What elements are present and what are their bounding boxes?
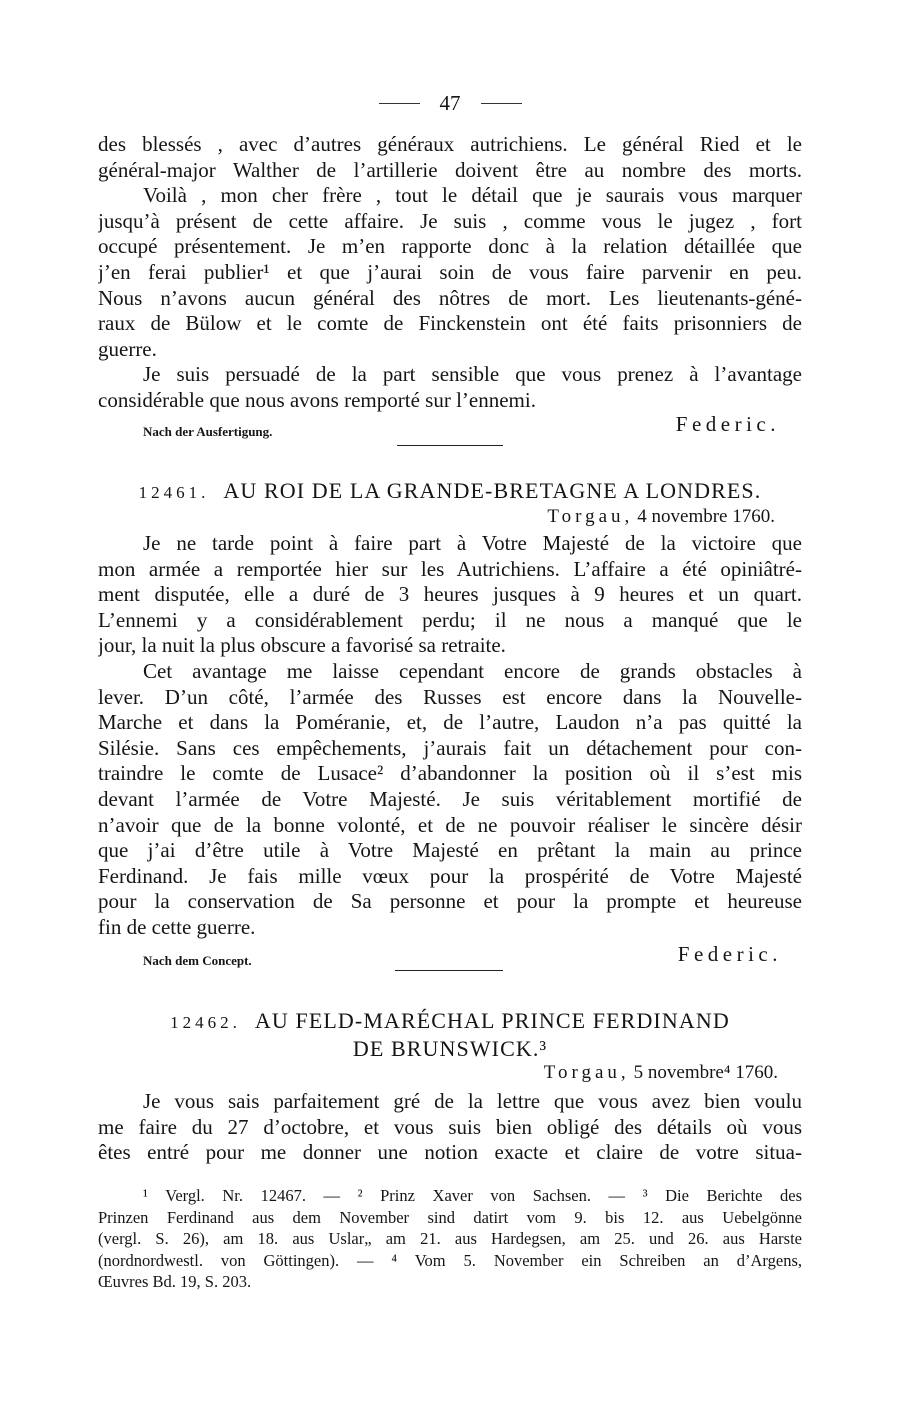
- text-line: occupé présentement. Je m’en rapporte donc à la relation détaillée que: [98, 234, 802, 259]
- text-line: traindre le comte de Lusace² d’abandonner la position où il s’est mis: [98, 761, 802, 786]
- footnote-line: Prinzen Ferdinand aus dem November sind datirt vom 9. bis 12. aus Uebelgönne: [98, 1207, 802, 1227]
- text-line: fin de cette guerre.: [98, 914, 256, 939]
- separator-rule: [397, 445, 503, 446]
- paragraph: [98, 183, 802, 362]
- text-line: des blessés , avec d’autres généraux autrichiens. Le général Ried et le: [98, 132, 802, 156]
- text-line: Je suis persuadé de la part sensible que vous prenez à l’avantage: [143, 362, 802, 387]
- paragraph: [98, 132, 802, 183]
- text-line: Cet avantage me laisse cependant encore de grands obstacles à: [143, 658, 802, 683]
- page-number: 47: [439, 91, 461, 115]
- dateline-place: Torgau,: [547, 506, 634, 527]
- letter-heading: [0, 1008, 900, 1061]
- letter-title-continued: DE BRUNSWICK.³: [352, 1035, 548, 1061]
- footnote-line: ¹ Vergl. Nr. 12467. — ² Prinz Xaver von Sachsen. — ³ Die Berichte des: [143, 1186, 802, 1205]
- text-line: L’ennemi y a considérablement perdu; il ne nous a manqué que le: [98, 607, 802, 632]
- text-line: devant l’armée de Votre Majesté. Je suis véritablement mortifié de: [98, 786, 802, 811]
- letter-body: [98, 1089, 802, 1166]
- letter-title: AU ROI DE LA GRANDE-BRETAGNE A LONDRES.: [223, 478, 762, 503]
- source-note: Nach dem Concept.: [143, 953, 252, 968]
- text-line: pour la conservation de Sa personne et pour la prompte et heureuse: [98, 889, 802, 914]
- text-line: j’en ferai publier¹ et que j’aurai soin de vous faire parvenir en peu.: [98, 259, 802, 284]
- text-line: Nous n’avons aucun général des nôtres de mort. Les lieutenants-géné-: [98, 285, 802, 310]
- separator-rule: [395, 970, 503, 971]
- text-line: Voilà , mon cher frère , tout le détail que je saurais vous marquer: [143, 183, 802, 208]
- text-line: Je vous sais parfaitement gré de la lettre que vous avez bien voulu: [143, 1089, 802, 1113]
- page-number-dash-left: [379, 103, 420, 104]
- text-line: raux de Bülow et le comte de Finckenstein ont été faits prisonniers de: [98, 311, 802, 336]
- footnote-line: Œuvres Bd. 19, S. 203.: [98, 1272, 252, 1291]
- text-line: Silésie. Sans ces empêchements, j’aurais fait un détachement pour con-: [98, 735, 802, 760]
- text-line: Je ne tarde point à faire part à Votre Majesté de la victoire que: [143, 531, 802, 555]
- letter-heading-line: [0, 1008, 900, 1036]
- text-line: n’avoir que de la bonne volonté, et de ne pouvoir réaliser le sincère désir: [98, 812, 802, 837]
- signature: Federic.: [677, 942, 782, 966]
- letter-body: [98, 531, 802, 941]
- letter-heading-line: [0, 478, 900, 506]
- page-header: [0, 90, 900, 116]
- text-line: mon armée a remportée hier sur les Autrichiens. L’affaire a été opiniâtré-: [98, 556, 802, 581]
- dateline-date: 5 novembre⁴ 1760.: [633, 1062, 778, 1083]
- text-line: que j’ai d’être utile à Votre Majesté en prêtant la main au prince: [98, 838, 802, 863]
- text-line: guerre.: [98, 336, 157, 361]
- footnote-line: (nordnordwestl. von Göttingen). — ⁴ Vom 5. November ein Schreiben an d’Argens,: [98, 1250, 802, 1270]
- dateline-date: 4 novembre 1760.: [637, 506, 775, 527]
- dateline: [544, 1060, 778, 1086]
- text-line: êtes entré pour me donner une notion exacte et claire de votre situa-: [98, 1140, 802, 1165]
- text-line: Ferdinand. Je fais mille vœux pour la prospérité de Votre Majesté: [98, 863, 802, 888]
- footnotes: [98, 1185, 802, 1293]
- page-number-dash-right: [481, 103, 522, 104]
- paragraph: [98, 362, 802, 413]
- letter-heading: [0, 478, 900, 506]
- text-line: me faire du 27 d’octobre, et vous suis bien obligé des détails où vous: [98, 1114, 802, 1139]
- footnote-line: (vergl. S. 26), am 18. aus Uslar„ am 21. aus Hardegsen, am 25. und 26. aus Harste: [98, 1229, 802, 1248]
- letter-number: 12462.: [170, 1013, 241, 1032]
- paragraph: [98, 659, 802, 941]
- signature: Federic.: [675, 412, 780, 436]
- dateline-place: Torgau,: [543, 1062, 630, 1083]
- paragraph: [98, 531, 802, 659]
- text-line: jusqu’à présent de cette affaire. Je suis , comme vous le jugez , fort: [98, 208, 802, 233]
- text-line: lever. D’un côté, l’armée des Russes est encore dans la Nouvelle-: [98, 684, 802, 709]
- dateline: [547, 504, 775, 530]
- text-line: jour, la nuit la plus obscure a favorisé sa retraite.: [98, 633, 506, 658]
- text-line: Marche et dans la Poméranie, et, de l’autre, Laudon n’a pas quitté la: [98, 710, 802, 735]
- text-line: ment disputée, elle a duré de 3 heures jusques à 9 heures et un quart.: [98, 582, 802, 607]
- letter-title: AU FELD-MARÉCHAL PRINCE FERDINAND: [254, 1008, 730, 1033]
- letter-number: 12461.: [138, 483, 210, 502]
- continuation-text: [98, 132, 802, 414]
- paragraph: [98, 1089, 802, 1166]
- text-line: général-major Walther de l’artillerie doivent être au nombre des morts.: [98, 157, 802, 182]
- text-line: considérable que nous avons remporté sur l’ennemi.: [98, 387, 536, 412]
- source-note: Nach der Ausfertigung.: [143, 424, 273, 439]
